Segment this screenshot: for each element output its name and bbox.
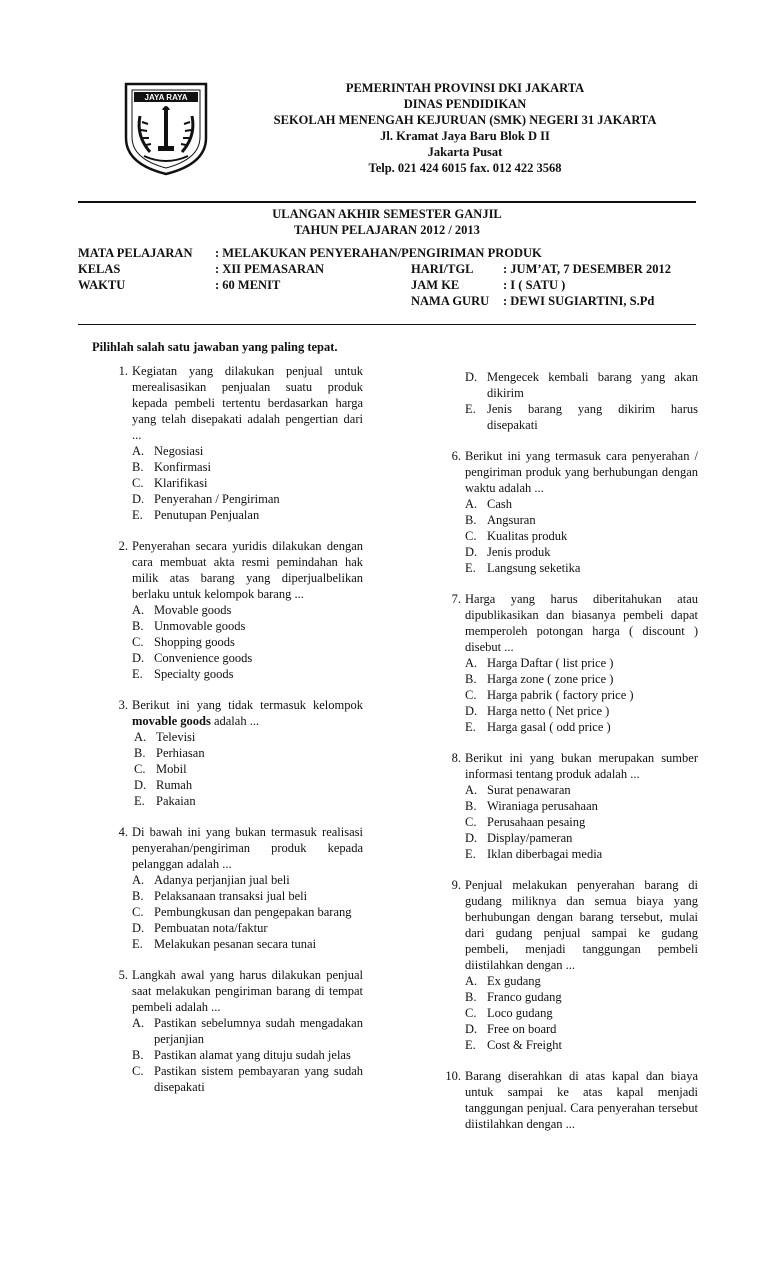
header-line-2: DINAS PENDIDIKAN — [403, 97, 527, 111]
question-number: 3. — [118, 698, 128, 712]
option-d: D. Mengecek kembali barang yang akan dikirim — [465, 370, 698, 400]
hari-value: : JUM’AT, 7 DESEMBER 2012 — [503, 262, 671, 276]
logo-text: JAYA RAYA — [144, 93, 188, 102]
option-d: D. Convenience goods — [132, 651, 253, 665]
header-line-3: SEKOLAH MENENGAH KEJURUAN (SMK) NEGERI 31 JAKARTA — [273, 113, 657, 127]
question-5-continued — [443, 369, 698, 433]
question-stem: Berikut ini yang termasuk cara penyerahan / pengiriman produk yang berhubungan dengan waktu adalah ... — [465, 449, 698, 495]
right-column — [443, 369, 698, 1147]
exam-title — [78, 206, 696, 238]
option-c: C. Harga pabrik ( factory price ) — [465, 688, 634, 702]
option-a: A. Movable goods — [132, 603, 232, 617]
question-stem: Langkah awal yang harus dilakukan penjual saat melakukan pengiriman barang di tempat pembeli adalah ... — [132, 968, 363, 1014]
option-e: E. Pakaian — [134, 794, 196, 808]
option-e: E. Iklan diberbagai media — [465, 847, 603, 861]
header-line-6: Telp. 021 424 6015 fax. 012 422 3568 — [368, 161, 562, 175]
question-number: 6. — [451, 449, 461, 463]
question-stem: Penyerahan secara yuridis dilakukan dengan cara membuat akta resmi pemindahan hak milik atas barang yang diperjualbelikan berlaku untuk kelompok barang ... — [132, 539, 363, 601]
question-stem: Kegiatan yang dilakukan penjual untuk merealisasikan penjualan suatu produk kepada pembeli tertentu berdasarkan harga yang telah disepakati adalah pengertian dari ... — [132, 364, 363, 442]
question-2 — [110, 538, 363, 682]
meta-labels-left — [78, 245, 192, 293]
question-9 — [443, 877, 698, 1053]
meta-labels-right — [411, 261, 489, 309]
hari-label: HARI/TGL — [411, 262, 474, 276]
question-stem: Penjual melakukan penyerahan barang di gudang miliknya dan semua biaya yang berhubungan dengan barang tersebut, mulai dari gudang penjual sampai ke gudang pembeli, menjadi tanggungan pembeli diistilahkan dengan ... — [465, 878, 698, 972]
option-b: B. Konfirmasi — [132, 460, 211, 474]
option-d: D. Harga netto ( Net price ) — [465, 704, 610, 718]
header-line-4: Jl. Kramat Jaya Baru Blok D II — [380, 129, 550, 143]
option-b: B. Angsuran — [465, 513, 536, 527]
option-c: C. Pembungkusan dan pengepakan barang — [132, 905, 352, 919]
option-b: B. Pelaksanaan transaksi jual beli — [132, 889, 308, 903]
option-a: A. Cash — [465, 497, 512, 511]
option-a: A. Ex gudang — [465, 974, 541, 988]
question-8 — [443, 750, 698, 862]
option-a: A. Harga Daftar ( list price ) — [465, 656, 614, 670]
option-c: C. Klarifikasi — [132, 476, 208, 490]
waktu-label: WAKTU — [78, 278, 126, 292]
question-number: 1. — [118, 364, 128, 378]
question-5 — [110, 967, 363, 1095]
option-d: D. Rumah — [134, 778, 193, 792]
option-e: E. Specialty goods — [132, 667, 234, 681]
question-stem: Harga yang harus diberitahukan atau dipublikasikan dan biasanya pembeli dapat memperoleh potongan harga ( discount ) disebut ... — [465, 592, 698, 654]
option-e: E. Langsung seketika — [465, 561, 581, 575]
option-c: C. Shopping goods — [132, 635, 235, 649]
option-d: D. Display/pameran — [465, 831, 573, 845]
meta-values-left — [215, 245, 542, 293]
option-a: A. Negosiasi — [132, 444, 204, 458]
header-divider — [78, 201, 696, 203]
waktu-value: : 60 MENIT — [215, 278, 281, 292]
meta-divider — [78, 324, 696, 325]
header-line-5: Jakarta Pusat — [427, 145, 503, 159]
option-b: B. Wiraniaga perusahaan — [465, 799, 598, 813]
exam-title-line-1: ULANGAN AKHIR SEMESTER GANJIL — [272, 207, 502, 221]
question-number: 2. — [118, 539, 128, 553]
option-c: C. Loco gudang — [465, 1006, 553, 1020]
instruction: Pilihlah salah satu jawaban yang paling tepat. — [92, 340, 338, 354]
option-d: D. Pembuatan nota/faktur — [132, 921, 268, 935]
question-stem: Berikut ini yang bukan merupakan sumber informasi tentang produk adalah ... — [465, 751, 698, 781]
question-number: 8. — [451, 751, 461, 765]
option-e: E. Harga gasal ( odd price ) — [465, 720, 611, 734]
header-line-1: PEMERINTAH PROVINSI DKI JAKARTA — [345, 81, 585, 95]
jam-value: : I ( SATU ) — [503, 278, 566, 292]
option-b: B. Unmovable goods — [132, 619, 246, 633]
mapel-value: : MELAKUKAN PENYERAHAN/PENGIRIMAN PRODUK — [215, 246, 542, 260]
option-e: E. Jenis barang yang dikirim harus disepakati — [465, 402, 698, 432]
guru-value: : DEWI SUGIARTINI, S.Pd — [503, 294, 655, 308]
option-c: C. Pastikan sistem pembayaran yang sudah disepakati — [132, 1064, 363, 1094]
question-number: 5. — [118, 968, 128, 982]
option-b: B. Pastikan alamat yang dituju sudah jelas — [132, 1048, 351, 1062]
question-number: 7. — [451, 592, 461, 606]
option-a: A. Surat penawaran — [465, 783, 571, 797]
option-e: E. Cost & Freight — [465, 1038, 563, 1052]
question-4 — [110, 824, 363, 952]
kelas-label: KELAS — [78, 262, 121, 276]
kelas-value: : XII PEMASARAN — [215, 262, 325, 276]
jam-label: JAM KE — [411, 278, 460, 292]
mapel-label: MATA PELAJARAN — [78, 246, 193, 260]
option-b: B. Harga zone ( zone price ) — [465, 672, 614, 686]
option-d: D. Penyerahan / Pengiriman — [132, 492, 280, 506]
option-e: E. Melakukan pesanan secara tunai — [132, 937, 317, 951]
question-stem: Di bawah ini yang bukan termasuk realisasi penyerahan/pengiriman produk kepada pelanggan adalah ... — [132, 825, 363, 871]
question-6 — [443, 448, 698, 576]
option-c: C. Mobil — [134, 762, 187, 776]
question-10 — [443, 1068, 698, 1132]
option-b: B. Franco gudang — [465, 990, 562, 1004]
guru-label: NAMA GURU — [411, 294, 490, 308]
question-number: 10. — [445, 1069, 461, 1083]
stem-emphasis: movable goods — [132, 714, 211, 728]
question-stem: Barang diserahkan di atas kapal dan biaya untuk sampai ke atas kapal menjadi tanggungan penjual. Cara penyerahan tersebut diistilahkan dengan ... — [465, 1069, 698, 1131]
question-3 — [110, 697, 363, 809]
question-number: 9. — [451, 878, 461, 892]
option-a: A. Pastikan sebelumnya sudah mengadakan perjanjian — [132, 1016, 363, 1046]
question-1 — [110, 363, 363, 523]
option-d: D. Jenis produk — [465, 545, 551, 559]
option-c: C. Perusahaan pesaing — [465, 815, 586, 829]
left-column — [110, 363, 363, 1110]
school-header — [240, 80, 690, 176]
option-d: D. Free on board — [465, 1022, 557, 1036]
question-stem: Berikut ini yang tidak termasuk kelompok movable goods adalah ... — [132, 698, 363, 728]
option-a: A. Adanya perjanjian jual beli — [132, 873, 290, 887]
question-7 — [443, 591, 698, 735]
option-e: E. Penutupan Penjualan — [132, 508, 260, 522]
meta-values-right — [503, 261, 671, 309]
exam-title-line-2: TAHUN PELAJARAN 2012 / 2013 — [294, 223, 480, 237]
jaya-raya-emblem-icon — [120, 80, 212, 176]
option-a: A. Televisi — [134, 730, 196, 744]
option-c: C. Kualitas produk — [465, 529, 568, 543]
option-b: B. Perhiasan — [134, 746, 205, 760]
question-number: 4. — [118, 825, 128, 839]
